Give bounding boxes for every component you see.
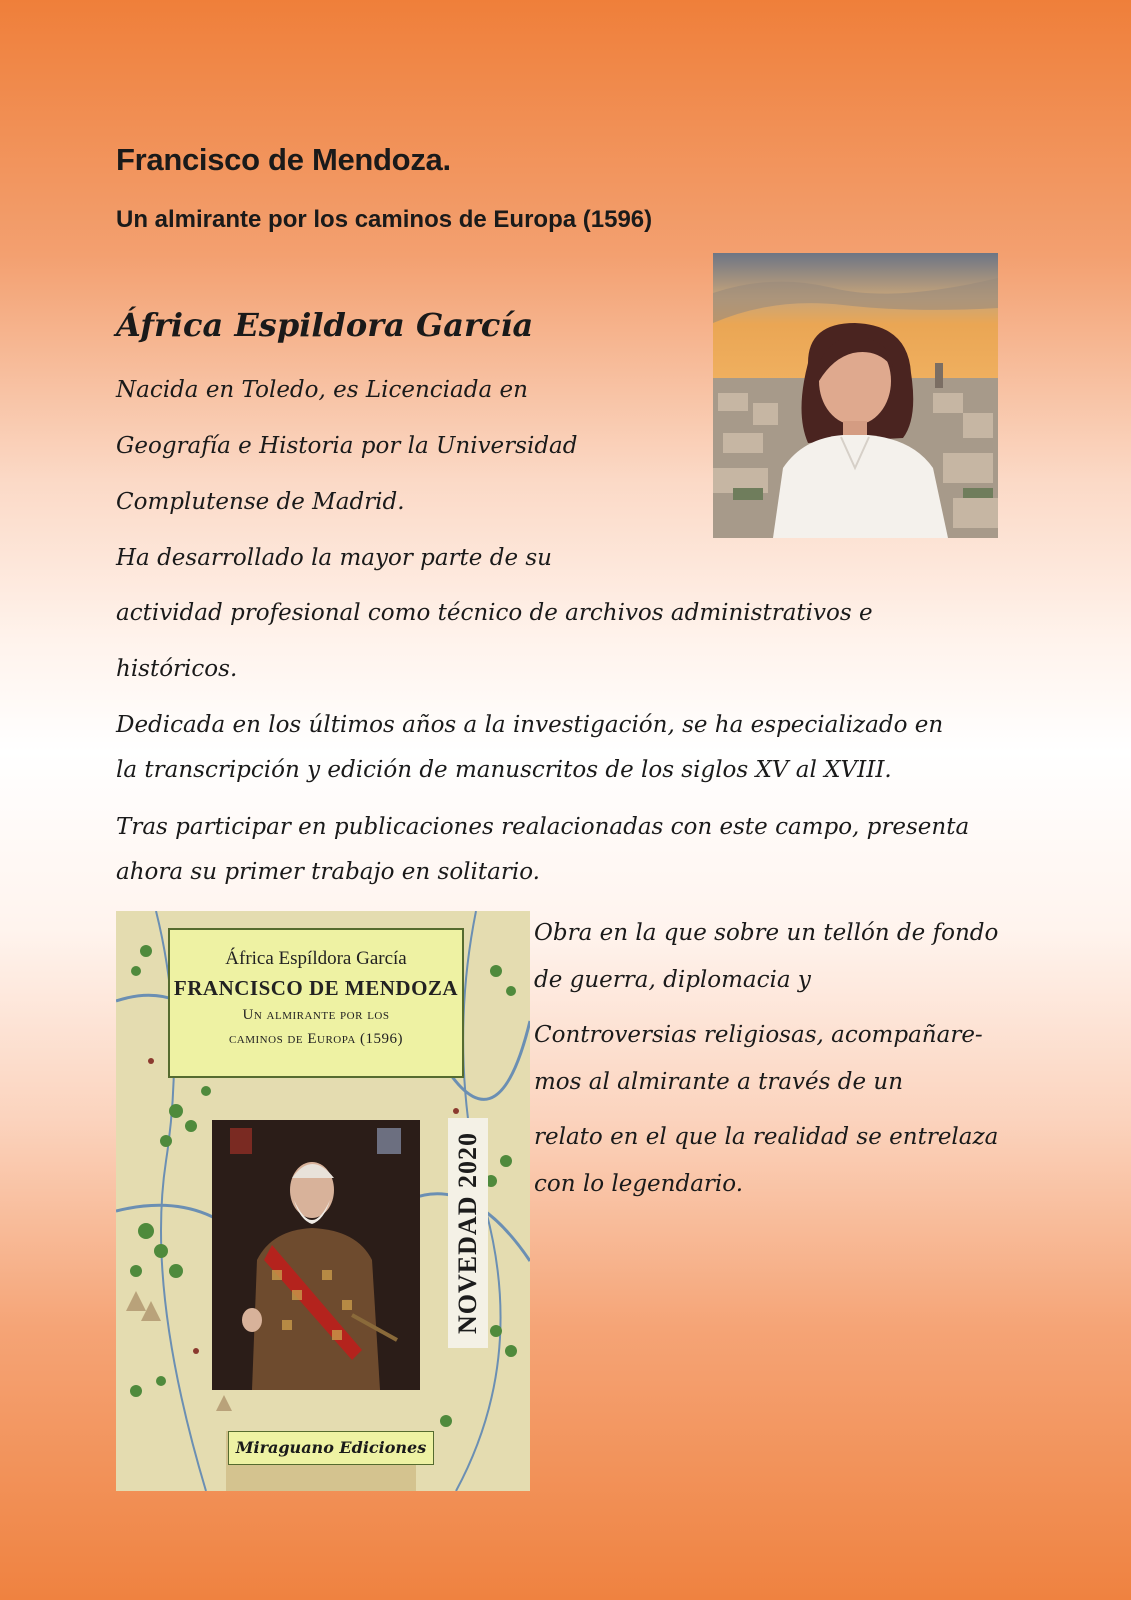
page-subtitle: Un almirante por los caminos de Europa (1596): [116, 206, 653, 233]
bio-line: históricos.: [116, 656, 238, 682]
bio-intro: [116, 368, 696, 592]
admiral-portrait-image: [212, 1120, 420, 1390]
cover-publisher: Miraguano Ediciones: [228, 1431, 434, 1465]
bio-line: Geografía e Historia por la Universidad: [116, 433, 578, 459]
synopsis-line: con lo legendario.: [534, 1171, 744, 1197]
bio-line: Complutense de Madrid.: [116, 489, 405, 515]
cover-title: FRANCISCO DE MENDOZA: [173, 976, 459, 1000]
synopsis-line: mos al almirante a través de un: [534, 1069, 904, 1095]
synopsis-line: relato en el que la realidad se entrelaza: [534, 1124, 999, 1150]
author-photo: [713, 253, 998, 538]
synopsis: [534, 910, 1034, 1208]
bio-line: Ha desarrollado la mayor parte de su: [116, 545, 552, 571]
author-photo-image: [713, 253, 998, 538]
page-title: Francisco de Mendoza.: [116, 142, 451, 177]
cover-title-panel: [168, 928, 464, 1078]
cover-subtitle-2: caminos de Europa (1596): [228, 1031, 404, 1047]
synopsis-line: Controversias religiosas, acompañare-: [534, 1022, 983, 1048]
bio-line: actividad profesional como técnico de archivos administrativos e: [116, 600, 873, 626]
bio-line: la transcripción y edición de manuscritos de los siglos XV al XVIII.: [116, 757, 892, 783]
synopsis-line: Obra en la que sobre un tellón de fondo: [534, 920, 999, 946]
cover-subtitle-1: Un almirante por los: [242, 1007, 390, 1023]
bio-line: Tras participar en publicaciones realacionadas con este campo, presenta: [116, 814, 970, 840]
novedad-text: NOVEDAD 2020: [453, 1132, 482, 1334]
novedad-badge: [448, 1118, 488, 1348]
bio-body: [116, 591, 1046, 895]
author-name: África Espildora García: [116, 306, 534, 344]
cover-portrait: [212, 1120, 420, 1390]
cover-author: África Espíldora García: [225, 948, 407, 969]
bio-line: Nacida en Toledo, es Licenciada en: [116, 377, 528, 403]
bio-line: ahora su primer trabajo en solitario.: [116, 859, 540, 885]
bio-line: Dedicada en los últimos años a la investigación, se ha especializado en: [116, 712, 944, 738]
synopsis-line: de guerra, diplomacia y: [534, 967, 811, 993]
